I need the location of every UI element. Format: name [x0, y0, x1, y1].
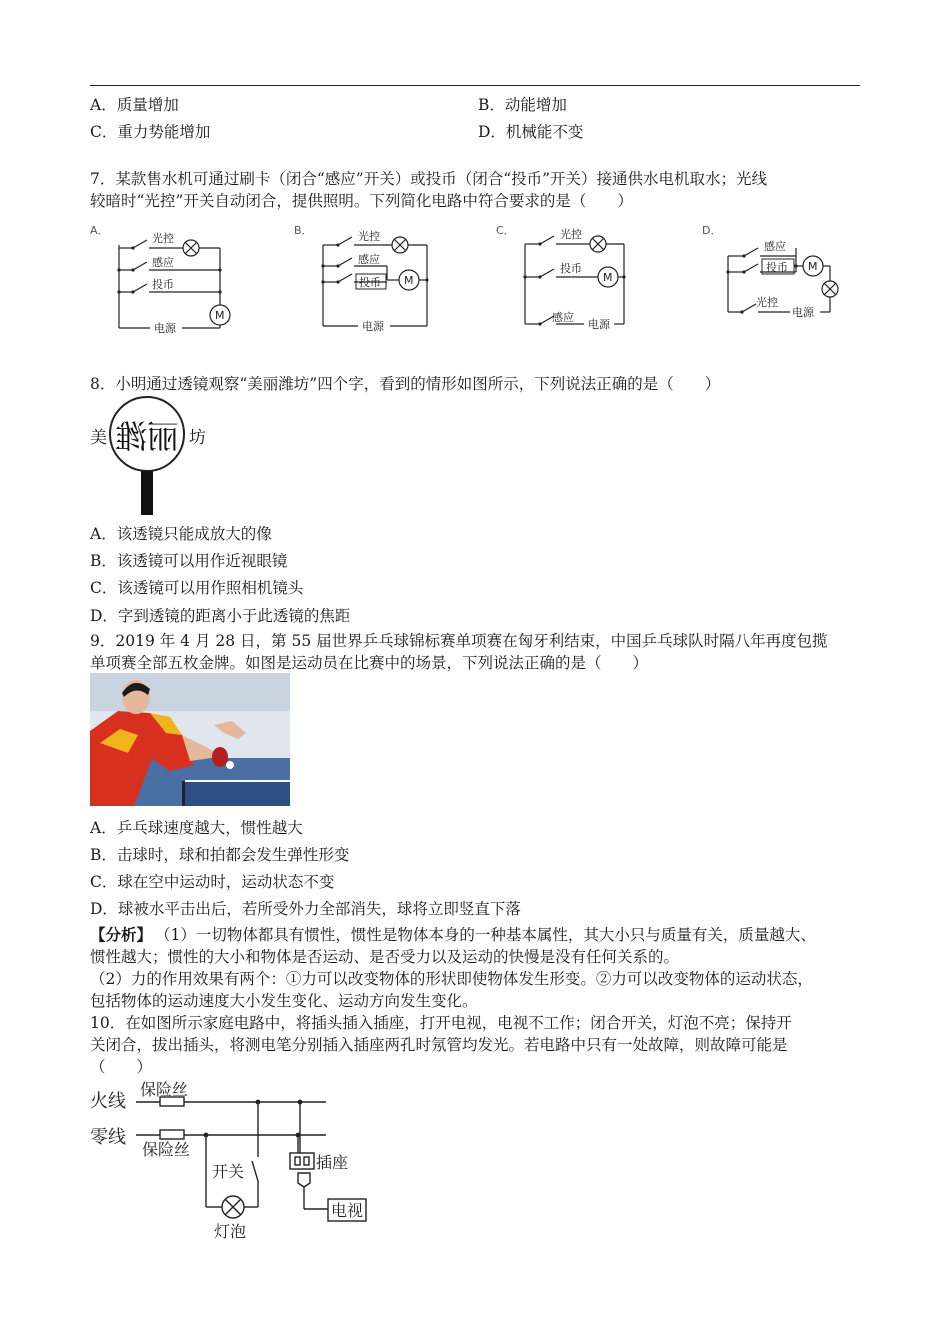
q7a-motor-label: M — [215, 309, 225, 322]
q7b-label-s3: 投币 — [359, 276, 381, 289]
q10-socket-label: 插座 — [316, 1153, 349, 1172]
q8-fig-left-char: 美 — [90, 428, 107, 448]
q10-home-circuit[interactable] — [88, 1075, 388, 1245]
q7-circuit-d[interactable] — [700, 220, 850, 330]
q7d-power-label: 电源 — [792, 306, 814, 319]
q9-option-b[interactable]: B．击球时，球和拍都会发生弹性形变 — [90, 846, 350, 864]
q8-fig-right-char: 坊 — [189, 428, 206, 448]
q6-option-c[interactable]: C．重力势能增加 — [90, 123, 211, 141]
q8-stem: 8．小明通过透镜观察“美丽潍坊”四个字，看到的情形如图所示，下列说法正确的是（ ） — [90, 375, 721, 393]
q7a-letter: A． — [90, 224, 109, 237]
q7b-label-s1: 光控 — [358, 230, 380, 243]
analysis-line4: 包括物体的运动速度大小发生变化、运动方向发生变化。 — [90, 992, 478, 1010]
q7c-power-label: 电源 — [588, 318, 610, 331]
q8-option-c[interactable]: C．该透镜可以用作照相机镜头 — [90, 579, 304, 597]
q7-circuit-a[interactable] — [88, 220, 248, 340]
q10-switch-label: 开关 — [212, 1162, 245, 1181]
q7d-label-s3: 光控 — [756, 296, 778, 309]
q9-option-d[interactable]: D．球被水平击出后，若所受外力全部消失，球将立即竖直下落 — [90, 900, 521, 918]
q9-option-a[interactable]: A．乒乓球速度越大，惯性越大 — [90, 819, 303, 837]
q10-stem-line1: 10．在如图所示家庭电路中，将插头插入插座，打开电视，电视不工作；闭合开关，灯泡不亮；保持开 — [90, 1014, 792, 1032]
q10-live-wire-label: 火线 — [90, 1091, 126, 1112]
q7c-label-s2: 投币 — [560, 262, 582, 275]
q7d-letter: D． — [702, 224, 722, 237]
q10-stem-line3: （ ） — [90, 1058, 153, 1076]
header-rule — [90, 85, 860, 86]
q7d-label-s2: 投币 — [766, 261, 788, 274]
q7b-label-s2: 感应 — [358, 253, 380, 266]
q10-fuse1-label: 保险丝 — [140, 1080, 189, 1099]
q7b-motor-label: M — [404, 274, 414, 287]
q7d-motor-label: M — [808, 260, 818, 273]
q7-stem-line2: 较暗时“光控”开关自动闭合，提供照明。下列简化电路中符合要求的是（ ） — [90, 192, 633, 210]
q7-stem-line1: 7．某款售水机可通过刷卡（闭合“感应”开关）或投币（闭合“投币”开关）接通供水电机取水；光线 — [90, 170, 768, 188]
q7a-label-s1: 光控 — [152, 232, 174, 245]
q10-bulb-label: 灯泡 — [214, 1222, 247, 1241]
q7d-label-s1: 感应 — [764, 240, 786, 253]
q7c-label-s3: 感应 — [552, 311, 574, 324]
q8-magnifier-figure — [86, 396, 226, 518]
q7b-power-label: 电源 — [362, 320, 384, 333]
q6-option-d[interactable]: D．机械能不变 — [478, 123, 584, 141]
q10-fuse2-label: 保险丝 — [142, 1140, 191, 1159]
q9-photo — [90, 673, 290, 806]
analysis-line2: 惯性越大；惯性的大小和物体是否运动、是否受力以及运动的快慢是没有任何关系的。 — [90, 948, 680, 966]
q7a-label-s3: 投币 — [152, 278, 174, 291]
q10-tv-label: 电视 — [331, 1201, 364, 1220]
q8-fig-lens-chars: 丽潍 — [114, 418, 180, 456]
q7a-power-label: 电源 — [154, 322, 176, 335]
analysis-tag: 【分析】 — [90, 925, 153, 944]
analysis-line1: （1）一切物体都具有惯性，惯性是物体本身的一种基本属性，其大小只与质量有关，质量越大、 — [155, 926, 816, 944]
q9-stem-line1: 9．2019 年 4 月 28 日，第 55 届世界乒乓球锦标赛单项赛在匈牙利结束，中国乒乓球队时隔八年再度包揽 — [90, 632, 828, 650]
q8-option-a[interactable]: A．该透镜只能成放大的像 — [90, 525, 272, 543]
q7a-label-s2: 感应 — [152, 256, 174, 269]
analysis-line3: （2）力的作用效果有两个：①力可以改变物体的形状即使物体发生形变。②力可以改变物体的运动状态， — [90, 970, 813, 988]
q10-stem-line2: 关闭合，拔出插头，将测电笔分别插入插座两孔时氖管均发光。若电路中只有一处故障，则故障可能是 — [90, 1036, 788, 1054]
q7b-letter: B． — [294, 224, 313, 237]
q8-option-b[interactable]: B．该透镜可以用作近视眼镜 — [90, 552, 288, 570]
q7c-motor-label: M — [603, 271, 613, 284]
q9-option-c[interactable]: C．球在空中运动时，运动状态不变 — [90, 873, 335, 891]
q7c-letter: C． — [496, 224, 515, 237]
q7-circuit-c[interactable] — [494, 220, 644, 340]
q7-circuit-b[interactable] — [292, 220, 442, 340]
q10-neutral-wire-label: 零线 — [90, 1127, 126, 1148]
q6-option-b[interactable]: B．动能增加 — [478, 96, 567, 114]
q9-stem-line2: 单项赛全部五枚金牌。如图是运动员在比赛中的场景，下列说法正确的是（ ） — [90, 654, 649, 672]
q8-option-d[interactable]: D．字到透镜的距离小于此透镜的焦距 — [90, 607, 351, 625]
q6-option-a[interactable]: A．质量增加 — [90, 96, 179, 114]
q7c-label-s1: 光控 — [560, 228, 582, 241]
